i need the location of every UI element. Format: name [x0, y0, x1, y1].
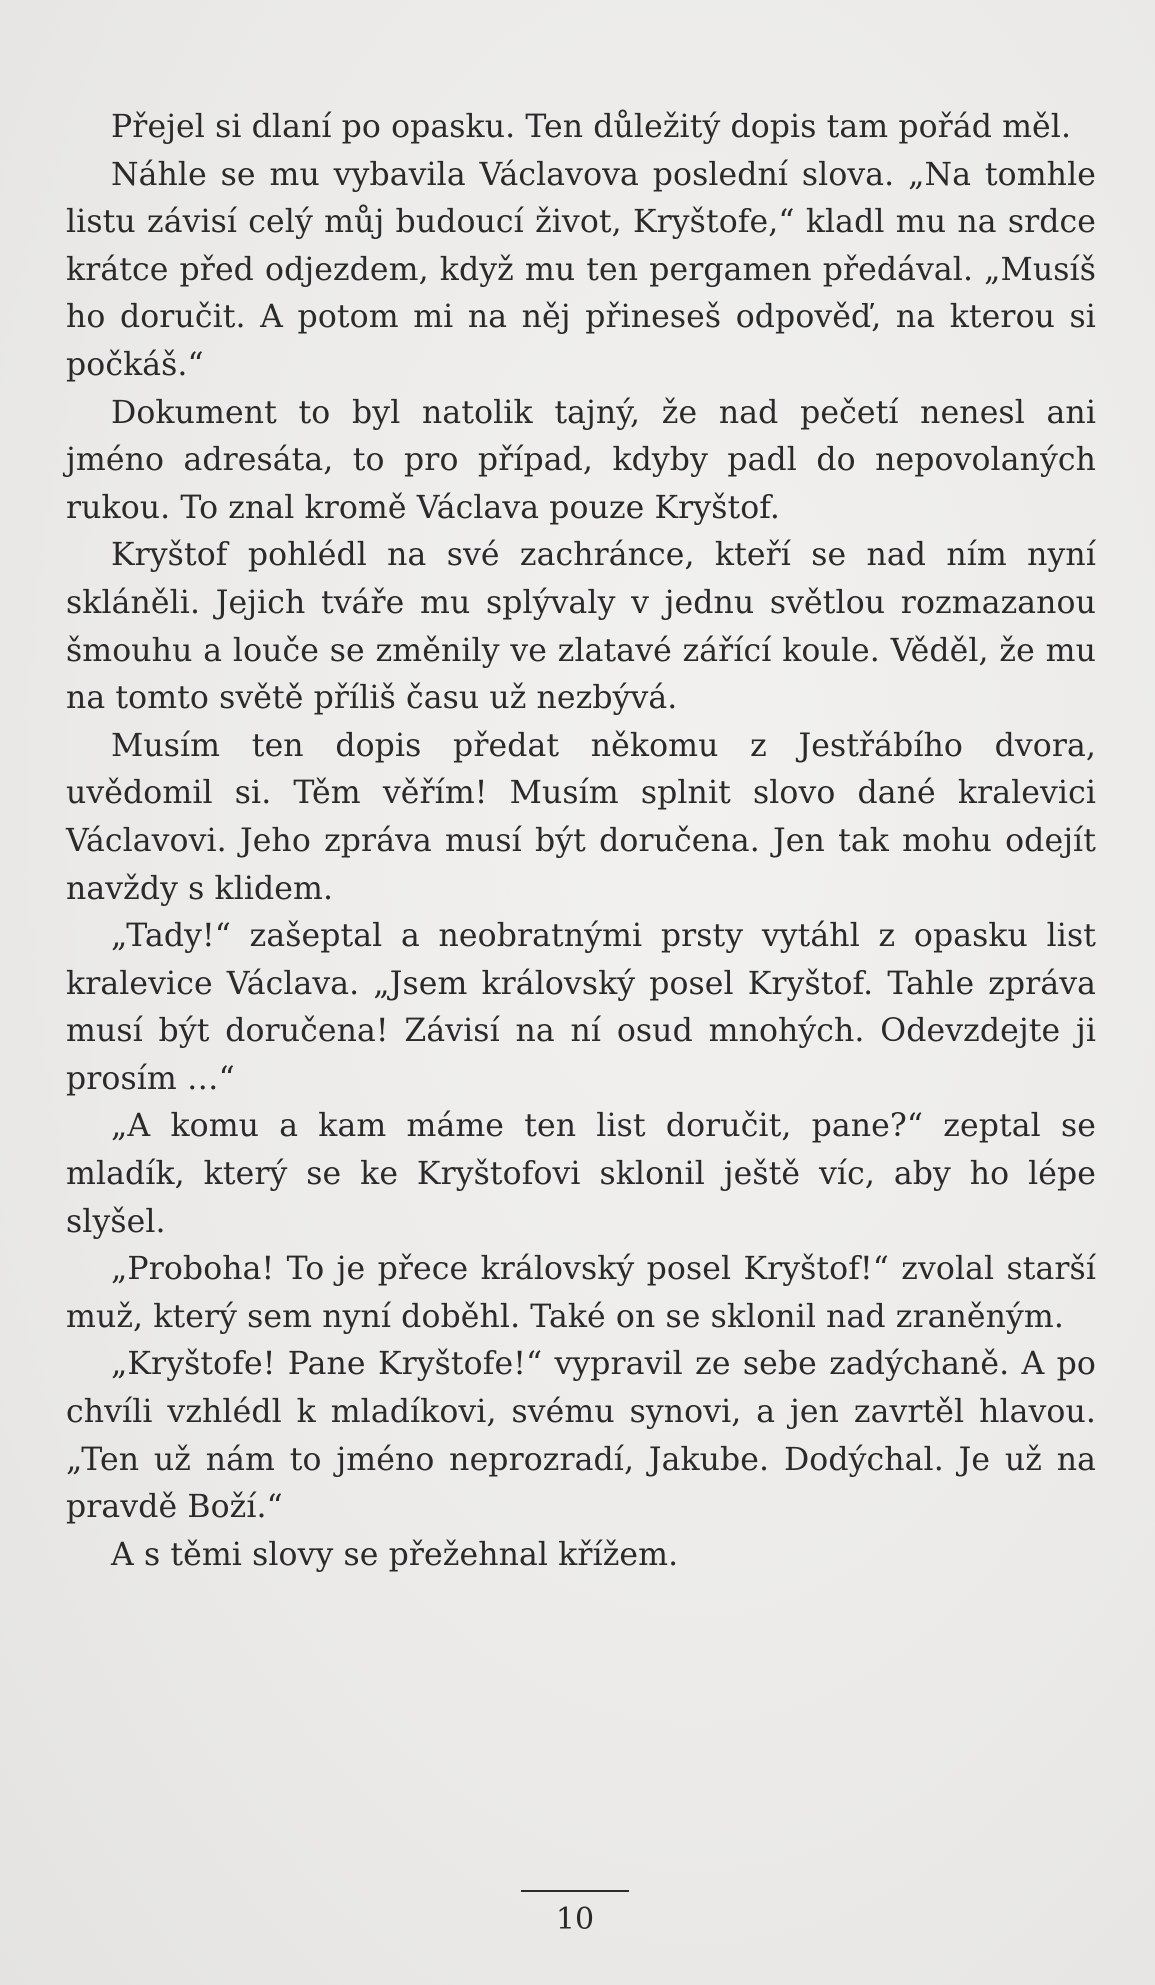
paragraph: Musím ten dopis předat někomu z Jestřábího dvora, uvědomil si. Těm věřím! Musím splnit slovo dané kralevici Václavovi. Jeho zpráva musí být doručena. Jen tak mohu odejít navždy s klidem.	[66, 727, 1096, 907]
paragraph: „Tady!“ zašeptal a neobratnými prsty vytáhl z opasku list kralevice Václava. „Jsem královský posel Kryštof. Tahle zpráva musí být doručena! Závisí na ní osud mnohých. Odevzdejte ji prosím …“	[66, 918, 1096, 1097]
paragraph: Přejel si dlaní po opasku. Ten důležitý dopis tam pořád měl.	[111, 109, 1072, 145]
page-number-rule	[521, 1890, 629, 1892]
paragraph: „A komu a kam máme ten list doručit, pane?“ zeptal se mladík, který se ke Kryštofovi sklonil ještě víc, aby ho lépe slyšel.	[66, 1108, 1096, 1240]
paragraph: „Proboha! To je přece královský posel Kryštof!“ zvolal starší muž, který sem nyní doběhl. Také on se sklonil nad zraněným.	[66, 1251, 1096, 1335]
paragraph: Dokument to byl natolik tajný, že nad pečetí nenesl ani jméno adresáta, to pro případ, kdyby padl do nepovolaných rukou. To znal kromě Václava pouze Kryštof.	[66, 394, 1096, 526]
paragraph: A s těmi slovy se přežehnal křížem.	[111, 1536, 679, 1573]
paragraph: Kryštof pohlédl na své zachránce, kteří se nad ním nyní skláněli. Jejich tváře mu splývaly v jednu světlou rozmazanou šmouhu a louče se změnily ve zlatavé zářící koule. Věděl, že mu na tomto světě příliš času už nezbývá.	[66, 537, 1096, 717]
body-text	[66, 104, 1096, 1579]
paragraph: Náhle se mu vybavila Václavova poslední slova. „Na tomhle listu závisí celý můj budoucí život, Kryštofe,“ kladl mu na srdce krátce před odjezdem, když mu ten pergamen předával. „Musíš ho doručit. A potom mi na něj přineseš odpověď, na kterou si počkáš.“	[66, 156, 1096, 383]
page-number: 10	[555, 1902, 595, 1937]
paragraph: „Kryštofe! Pane Kryštofe!“ vypravil ze sebe zadýchaně. A po chvíli vzhlédl k mladíkovi, svému synovi, a jen zavrtěl hlavou. „Ten už nám to jméno neprozradí, Jakube. Dodýchal. Je už na pravdě Boží.“	[66, 1346, 1096, 1526]
